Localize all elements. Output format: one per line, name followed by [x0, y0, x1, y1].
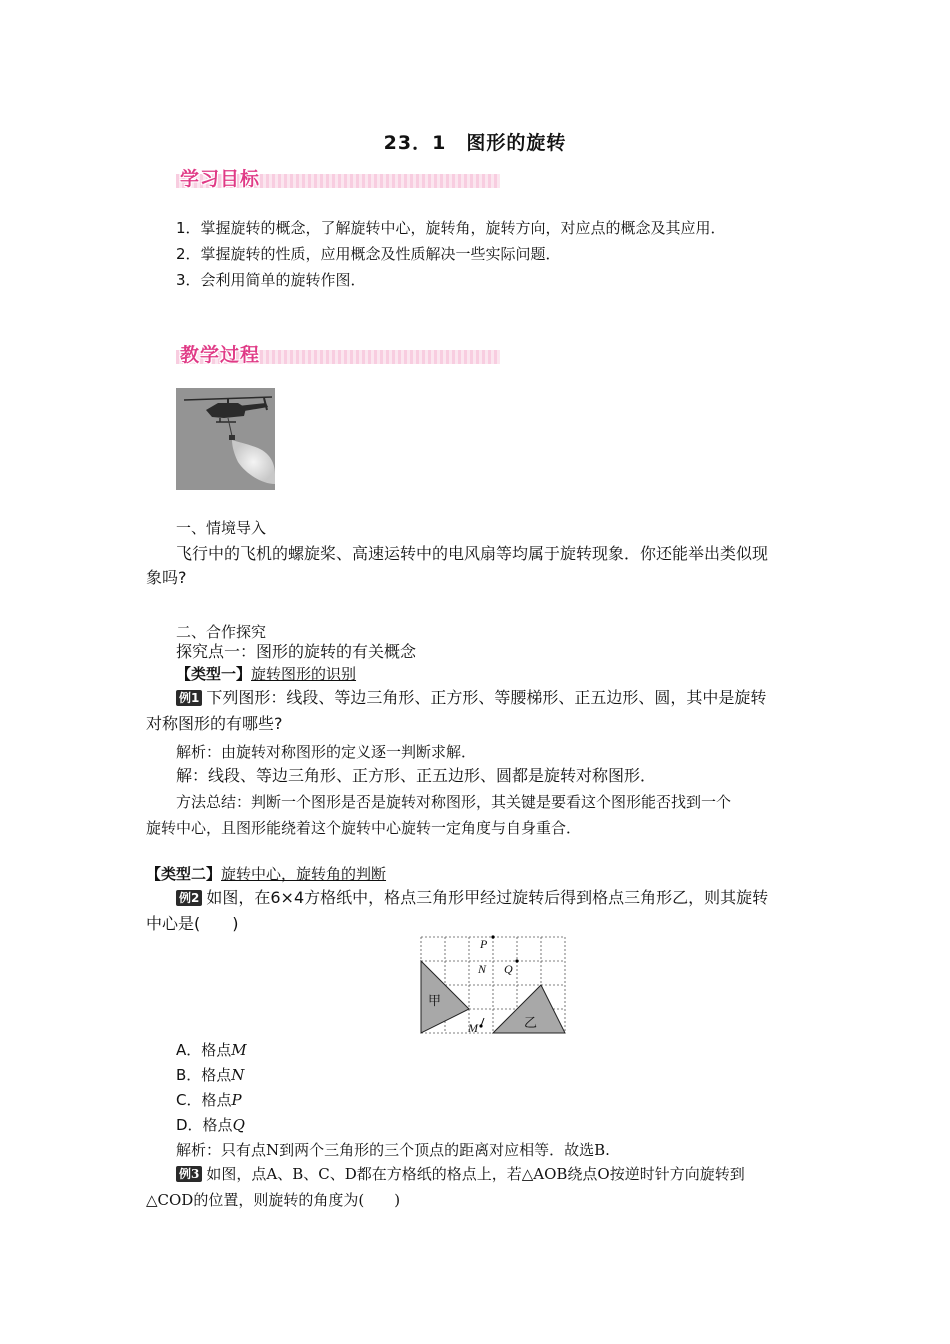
section1-text-l1: 飞行中的飞机的螺旋桨、高速运转中的电风扇等均属于旋转现象．你还能举出类似现: [176, 544, 769, 563]
ex3-text-l1: 如图，点A、B、C、D都在方格纸的格点上，若△AOB绕点O按逆时针方向旋转到: [206, 1165, 745, 1183]
label-yi: 乙: [524, 1015, 538, 1030]
type2-tag: 【类型二】: [146, 865, 222, 883]
objectives-heading: 学习目标: [180, 168, 261, 190]
option-a-point: M: [231, 1041, 247, 1059]
option-a-text: A．格点: [176, 1041, 232, 1059]
label-Q: Q: [504, 962, 513, 976]
option-b-point: N: [231, 1066, 245, 1084]
section1-heading: 一、情境导入: [176, 519, 267, 537]
ex3-line1: [176, 1162, 745, 1186]
ex2-line2: 中心是( ): [146, 914, 239, 933]
page-title: 23．1 图形的旋转: [383, 132, 567, 154]
ex1-summary-l1: 方法总结：判断一个图形是否是旋转对称图形，其关键是要看这个图形能否找到一个: [176, 793, 732, 811]
type1-tag: 【类型一】: [176, 665, 252, 683]
label-P: P: [480, 937, 488, 951]
ex2-line1: [176, 886, 768, 910]
option-c: [176, 1088, 242, 1112]
ex1-solution: 解：线段、等边三角形、正方形、正五边形、圆都是旋转对称图形．: [176, 766, 657, 785]
objective-item: 1．掌握旋转的概念，了解旋转中心，旋转角，旋转方向，对应点的概念及其应用．: [176, 219, 726, 237]
option-b: [176, 1063, 244, 1087]
label-jia: 甲: [428, 993, 442, 1008]
ex1-line1: [176, 686, 766, 710]
ex1-analysis: 解析：由旋转对称图形的定义逐一判断求解．: [176, 743, 477, 761]
label-N: N: [478, 962, 487, 976]
type1-title: [176, 662, 356, 686]
option-a: [176, 1038, 247, 1062]
ex3-badge: 例3: [176, 1166, 202, 1182]
section1-text-l2: 象吗?: [146, 568, 187, 587]
label-M: M: [468, 1021, 478, 1034]
option-d: [176, 1113, 245, 1137]
ex1-badge: 例1: [176, 690, 202, 706]
helicopter-photo: [176, 388, 275, 490]
section2-heading: 二、合作探究: [176, 623, 267, 641]
ex1-text-l1: 下列图形：线段、等边三角形、正方形、等腰梯形、正五边形、圆，其中是旋转: [206, 688, 767, 707]
option-b-text: B．格点: [176, 1066, 232, 1084]
process-banner: [176, 340, 500, 370]
type2-name: 旋转中心，旋转角的判断: [221, 865, 387, 883]
ex2-badge: 例2: [176, 890, 202, 906]
objective-item: 3．会利用简单的旋转作图．: [176, 271, 366, 289]
ex1-line2: 对称图形的有哪些?: [146, 714, 283, 733]
option-c-text: C．格点: [176, 1091, 232, 1109]
ex2-analysis: 解析：只有点N到两个三角形的三个顶点的距离对应相等．故选B.: [176, 1141, 610, 1159]
objectives-banner: [176, 164, 500, 194]
grid-figure: [418, 934, 568, 1034]
option-d-text: D．格点: [176, 1116, 233, 1134]
ex1-summary-l2: 旋转中心，且图形能绕着这个旋转中心旋转一定角度与自身重合．: [146, 819, 582, 837]
type2-title: [146, 862, 386, 886]
option-d-point: Q: [232, 1116, 245, 1134]
exploration-point: 探究点一：图形的旋转的有关概念: [176, 642, 417, 661]
process-heading: 教学过程: [180, 344, 261, 366]
objective-item: 2．掌握旋转的性质，应用概念及性质解决一些实际问题．: [176, 245, 561, 263]
ex3-line2: △COD的位置，则旋转的角度为( ): [146, 1191, 401, 1209]
type1-name: 旋转图形的识别: [251, 665, 357, 683]
ex2-text-l1: 如图，在6×4方格纸中，格点三角形甲经过旋转后得到格点三角形乙，则其旋转: [206, 888, 769, 907]
option-c-point: P: [231, 1091, 242, 1109]
